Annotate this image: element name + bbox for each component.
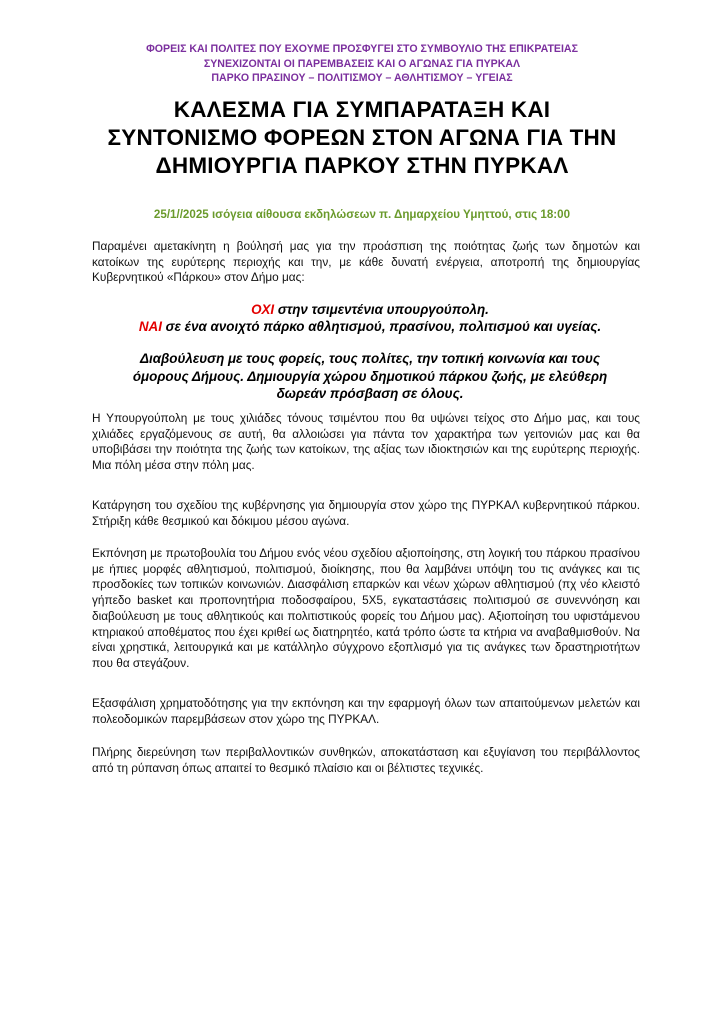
- consultation-statement: [80, 350, 660, 403]
- consultation-line-3: δωρεάν πρόσβαση σε όλους.: [276, 386, 464, 401]
- yes-word: ΝΑΙ: [138, 319, 162, 334]
- slogan-no: [80, 301, 660, 318]
- slogan-yes: [80, 318, 660, 335]
- consultation-line-2: όμορους Δήμους. Δημιουργία χώρου δημοτικού πάρκου ζωής, με ελεύθερη: [132, 368, 608, 384]
- title-line-2: ΣΥΝΤΟΝΙΣΜΟ ΦΟΡΕΩΝ ΣΤΟΝ ΑΓΩΝΑ ΓΙΑ ΤΗΝ: [107, 125, 617, 150]
- consultation-line-1: Διαβούλευση με τους φορείς, τους πολίτες, την τοπική κοινωνία και τους: [139, 351, 600, 366]
- title-line-3: ΔΗΜΙΟΥΡΓΙΑ ΠΑΡΚΟΥ ΣΤΗΝ ΠΥΡΚΑΛ: [155, 153, 569, 178]
- document-title: [40, 96, 684, 180]
- organizers-header: [0, 42, 724, 86]
- intro-paragraph: Παραμένει αμετακίνητη η βούλησή μας για την προάσπιση της ποιότητας ζωής των δημοτών και κατοίκων της ευρύτερης περιοχής και την, με κάθε δυνατή ενέργεια, αποτροπή της δημιουργίας Κυβερνητικού «Πάρκου» στον Δήμο μας:: [92, 239, 640, 285]
- paragraph-cancellation: Κατάργηση του σχεδίου της κυβέρνησης για δημιουργία στον χώρο της ΠΥΡΚΑΛ κυβερνητικού πάρκου. Στήριξη κάθε θεσμικού και δόκιμου μέσου αγώνα.: [92, 498, 640, 528]
- no-text: στην τσιμεντένια υπουργούπολη.: [274, 302, 489, 317]
- paragraph-environment: Πλήρης διερεύνηση των περιβαλλοντικών συνθηκών, αποκατάσταση και εξυγίανση του περιβάλλοντος από τη ρύπανση όπως απαιτεί το θεσμικό πλαίσιο και οι βέλτιστες τεχνικές.: [92, 745, 640, 775]
- header-line-2: ΣΥΝΕΧΙΖΟΝΤΑΙ ΟΙ ΠΑΡΕΜΒΑΣΕΙΣ ΚΑΙ Ο ΑΓΩΝΑΣ ΓΙΑ ΠΥΡΚΑΛ: [203, 57, 521, 70]
- paragraph-ministry-city: Η Υπουργούπολη με τους χιλιάδες τόνους τσιμέντου που θα υψώνει τείχος στο Δήμο μας, και τους χιλιάδες εργαζόμενους σε αυτή, θα αλλοιώσει για πάντα τον χαρακτήρα των γειτονιών μας και θα υποβιβάσει την ποιότητα της ζωής των κατοίκων, της αξίας των ιδιοκτησιών και της ευρύτερης περιοχής. Μια πόλη μέσα στην πόλη μας.: [92, 411, 640, 473]
- paragraph-funding: Εξασφάλιση χρηματοδότησης για την εκπόνηση και την εφαρμογή όλων των απαιτούμενων μελετών και πολεοδομικών παρεμβάσεων στον χώρο της ΠΥΡΚΑΛ.: [92, 696, 640, 726]
- no-word: ΟΧΙ: [251, 302, 275, 317]
- header-line-1: ΦΟΡΕΙΣ ΚΑΙ ΠΟΛΙΤΕΣ ΠΟΥ ΕΧΟΥΜΕ ΠΡΟΣΦΥΓΕΙ ΣΤΟ ΣΥΜΒΟΥΛΙΟ ΤΗΣ ΕΠΙΚΡΑΤΕΙΑΣ: [146, 43, 578, 55]
- yes-text: σε ένα ανοιχτό πάρκο αθλητισμού, πρασίνου, πολιτισμού και υγείας.: [161, 319, 602, 334]
- event-details: 25/1//2025 ισόγεια αίθουσα εκδηλώσεων π. Δημαρχείου Υμηττού, στις 18:00: [153, 208, 571, 221]
- title-line-1: ΚΑΛΕΣΜΑ ΓΙΑ ΣΥΜΠΑΡΑΤΑΞΗ ΚΑΙ: [173, 97, 551, 122]
- paragraph-new-plan: Εκπόνηση με πρωτοβουλία του Δήμου ενός νέου σχεδίου αξιοποίησης, στη λογική του πάρκου πρασίνου με ήπιες μορφές αθλητισμού, πολιτισμού, διοίκησης, που θα λαμβάνει υπόψη του τις ανάγκες και τις προσδοκίες των τοπικών κοινωνιών. Διασφάλιση επαρκών και νέων χώρων αθλητισμού (πχ νέο κλειστό γήπεδο basket και προπονητήρια ποδοσφαίρου, 5Χ5, εγκαταστάσεις πολιτισμού σε συνεννόηση και διαβούλευση με τους αθλητικούς και πολιτιστικούς φορείς του Δήμου μας). Αξιοποίηση του υφιστάμενου κτηριακού αποθέματος που έχει κριθεί ως διατηρητέο, κατά τρόπο ώστε τα κτήρια να αναβαθμισθούν. Να είναι χρηστικά, λειτουργικά και με κατάλληλο σύγχρονο εξοπλισμό για τις ανάγκες των δραστηριοτήτων που θα στεγάζουν.: [92, 546, 640, 670]
- slogans-block: [80, 301, 660, 335]
- header-line-3: ΠΑΡΚΟ ΠΡΑΣΙΝΟΥ – ΠΟΛΙΤΙΣΜΟΥ – ΑΘΛΗΤΙΣΜΟΥ – ΥΓΕΙΑΣ: [211, 72, 513, 84]
